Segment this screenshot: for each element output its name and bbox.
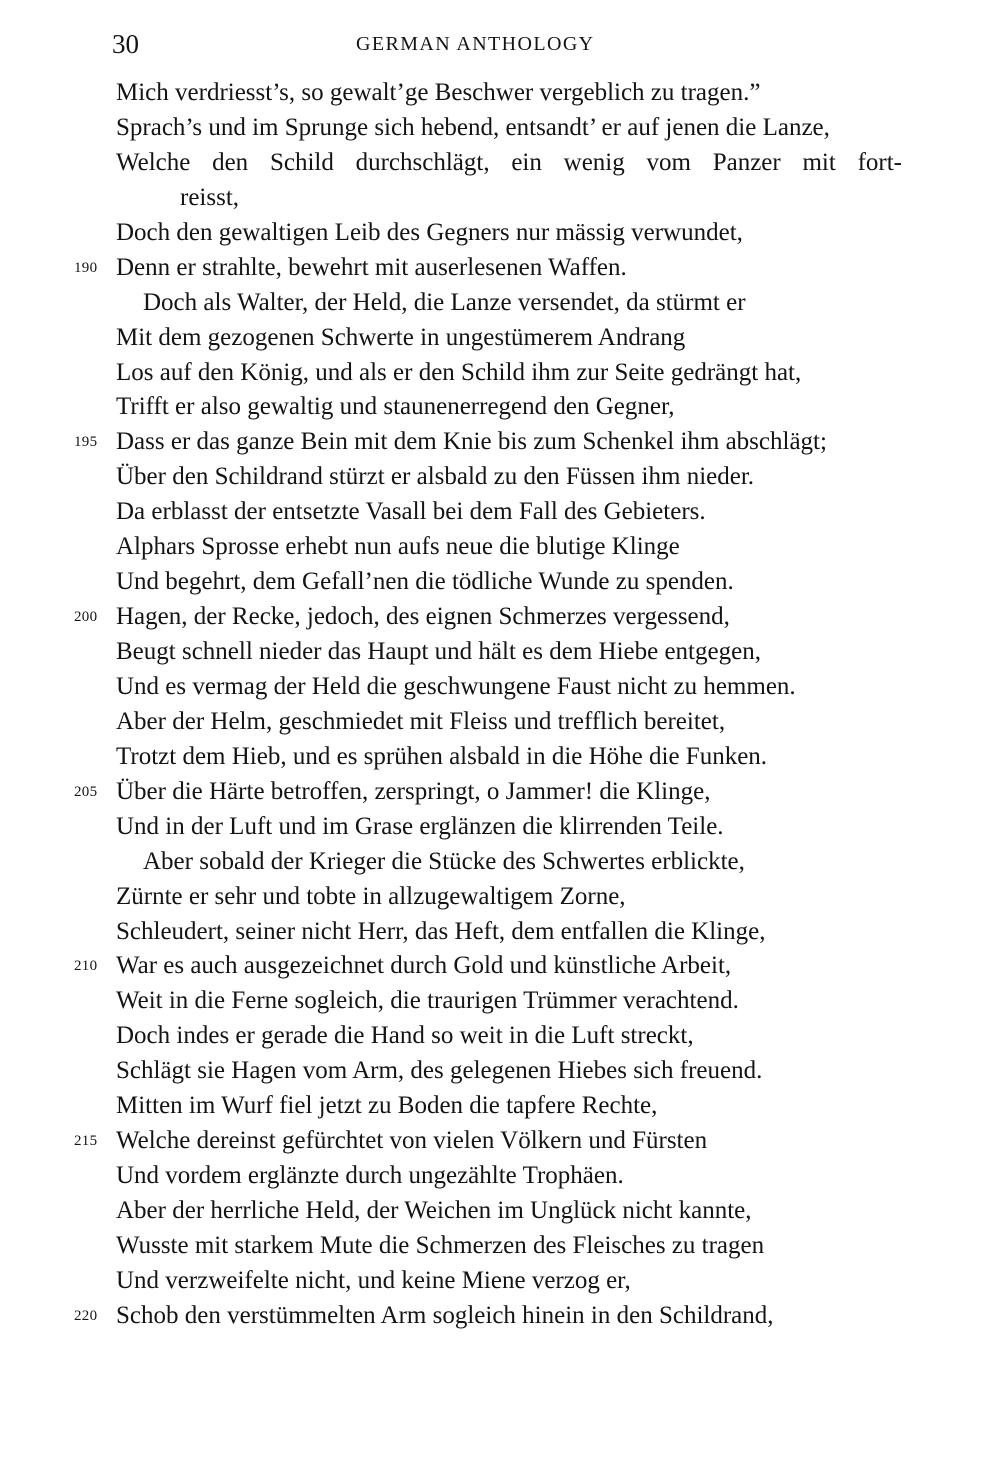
poem-line [0,670,1000,705]
poem-line [0,321,1000,356]
line-text: Und vordem erglänzte durch ungezählte Trophäen. [116,1162,624,1190]
poem-line [0,495,1000,530]
poem-line [0,1124,1000,1159]
line-text: reisst, [180,183,240,211]
poem-line [0,740,1000,775]
line-text: Doch als Walter, der Held, die Lanze versendet, da stürmt er [143,288,746,316]
poem-line [0,1229,1000,1264]
line-text: Denn er strahlte, bewehrt mit auserlesenen Waffen. [116,253,627,281]
line-text: Aber sobald der Krieger die Stücke des Schwertes erblickte, [143,847,745,875]
poem-line [0,984,1000,1019]
poem-line [0,1264,1000,1299]
line-text: Welche dereinst gefürchtet von vielen Völkern und Fürsten [116,1127,708,1155]
line-text: Aber der Helm, geschmiedet mit Fleiss und trefflich bereitet, [116,707,726,735]
poem-line [0,915,1000,950]
line-text: Und verzweifelte nicht, und keine Miene verzog er, [116,1266,631,1294]
line-text: Schleudert, seiner nicht Herr, das Heft, dem entfallen die Klinge, [116,917,766,945]
poem-text [0,76,1000,1334]
line-text: Weit in die Ferne sogleich, die traurigen Trümmer verachtend. [116,987,739,1015]
poem-line [0,216,1000,251]
line-text: Zürnte er sehr und tobte in allzugewaltigem Zorne, [116,882,626,910]
line-number: 195 [74,434,98,451]
line-text: Doch indes er gerade die Hand so weit in die Luft streckt, [116,1022,694,1050]
poem-line [0,775,1000,810]
poem-line [0,251,1000,286]
poem-line [0,565,1000,600]
poem-line [0,1054,1000,1089]
line-text: Mitten im Wurf fiel jetzt zu Boden die tapfere Rechte, [116,1092,658,1120]
poem-line [0,1194,1000,1229]
line-number: 190 [74,259,98,276]
line-number: 200 [74,609,98,626]
poem-line [0,810,1000,845]
line-text: Beugt schnell nieder das Haupt und hält es dem Hiebe entgegen, [116,638,761,665]
poem-line [0,949,1000,984]
poem-line [0,1019,1000,1054]
line-text: Und es vermag der Held die geschwungene Faust nicht zu hemmen. [116,672,796,700]
line-text: Und begehrt, dem Gefall’nen die tödliche Wunde zu spenden. [116,568,734,596]
poem-line [0,111,1000,146]
poem-line [0,1159,1000,1194]
poem-line [0,76,1000,111]
line-text: Schob den verstümmelten Arm sogleich hinein in den Schildrand, [116,1301,774,1329]
poem-line [0,1299,1000,1334]
line-text: Schlägt sie Hagen vom Arm, des gelegenen Hiebes sich freuend. [116,1057,763,1085]
page-number: 30 [112,29,139,59]
poem-line [0,600,1000,635]
running-head: GERMAN ANTHOLOGY [356,33,595,55]
line-text: Sprach’s und im Sprunge sich hebend, entsandt’ er auf jenen die Lanze, [116,113,830,141]
line-text: Da erblasst der entsetzte Vasall bei dem Fall des Gebieters. [116,498,706,526]
line-text: Dass er das ganze Bein mit dem Knie bis zum Schenkel ihm abschlägt; [116,428,827,456]
line-text: Trotzt dem Hieb, und es sprühen alsbald in die Höhe die Funken. [116,742,768,770]
poem-line [0,356,1000,391]
line-text: Doch den gewaltigen Leib des Gegners nur mässig verwundet, [116,218,743,246]
line-text: Hagen, der Recke, jedoch, des eignen Schmerzes vergessend, [116,603,730,631]
line-number: 220 [74,1307,98,1324]
line-text: War es auch ausgezeichnet durch Gold und künstliche Arbeit, [116,952,732,980]
poem-line [0,181,1000,216]
line-number: 205 [74,783,98,800]
line-text: Wusste mit starkem Mute die Schmerzen des Fleisches zu tragen [116,1231,765,1259]
line-text: Über den Schildrand stürzt er alsbald zu den Füssen ihm nieder. [116,463,755,491]
line-text: Welche den Schild durchschlägt, ein wenig vom Panzer mit fort- [116,148,902,176]
poem-line [0,286,1000,321]
poem-line [0,460,1000,495]
poem-line [0,635,1000,670]
line-text: Alphars Sprosse erhebt nun aufs neue die blutige Klinge [116,533,680,561]
line-text: Aber der herrliche Held, der Weichen im Unglück nicht kannte, [116,1197,752,1224]
poem-line [0,390,1000,425]
line-text: Mit dem gezogenen Schwerte in ungestümerem Andrang [116,323,686,351]
line-text: Und in der Luft und im Grase erglänzen die klirrenden Teile. [116,812,724,840]
poem-line [0,845,1000,880]
line-text: Trifft er also gewaltig und staunenerregend den Gegner, [116,393,675,421]
line-text: Los auf den König, und als er den Schild ihm zur Seite gedrängt hat, [116,358,802,386]
poem-line [0,705,1000,740]
line-text: Über die Härte betroffen, zerspringt, o Jammer! die Klinge, [116,777,711,805]
line-number: 210 [74,958,98,975]
poem-line [0,425,1000,460]
poem-line [0,146,1000,181]
poem-line [0,880,1000,915]
poem-line [0,530,1000,565]
line-text: Mich verdriesst’s, so gewalt’ge Beschwer vergeblich zu tragen.” [116,79,761,106]
poem-line [0,1089,1000,1124]
line-number: 215 [74,1133,98,1150]
